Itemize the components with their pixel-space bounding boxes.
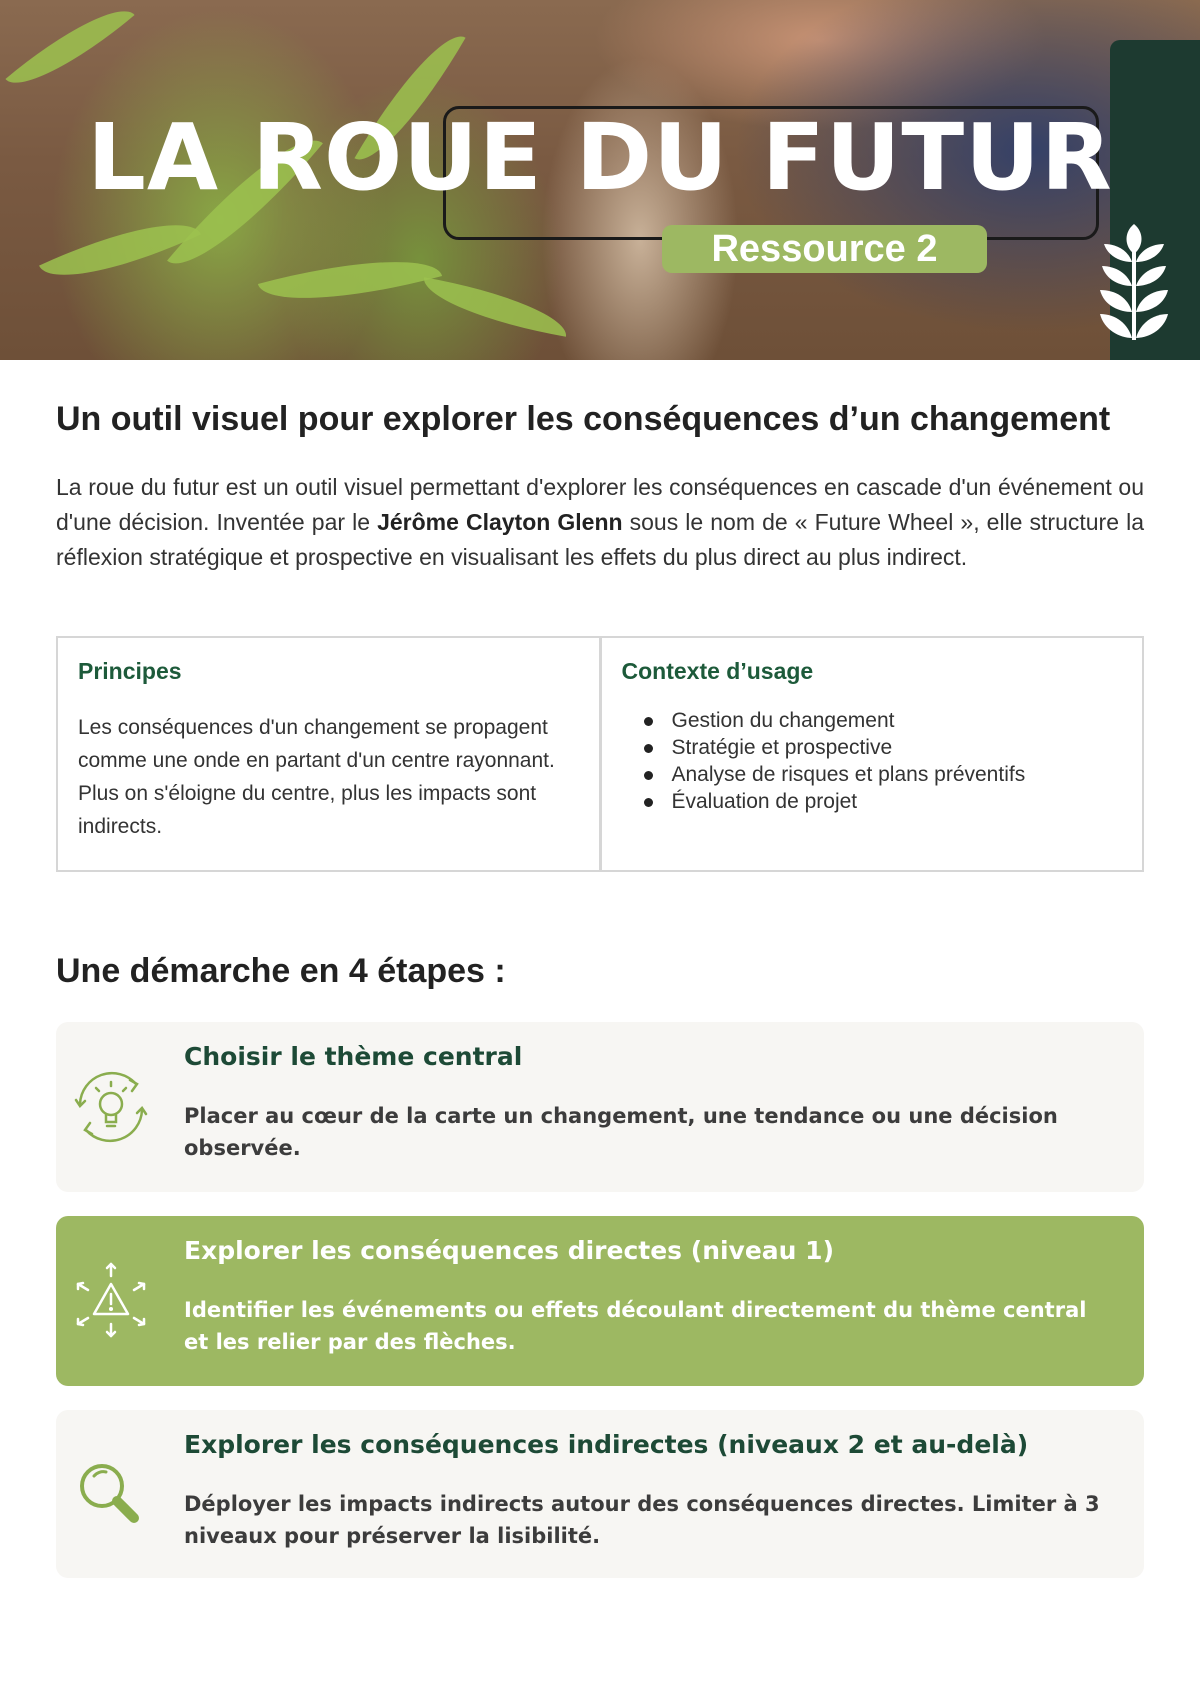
principes-text: Les conséquences d'un changement se propagent comme une onde en partant d'un centre rayonnant. Plus on s'éloigne du centre, plus les impacts sont indirects. [78, 716, 555, 838]
step-card-2 [56, 1216, 1144, 1386]
contexte-box [599, 638, 1143, 870]
wheat-icon [1098, 222, 1170, 342]
step-text: Déployer les impacts indirects autour des conséquences directes. Limiter à 3 niveaux pour préserver la lisibilité. [184, 1492, 1100, 1548]
warning-arrows-icon [66, 1256, 156, 1346]
step-card-1 [56, 1022, 1144, 1192]
step-title: Explorer les conséquences indirectes (niveaux 2 et au-delà) [184, 1430, 1029, 1459]
contexte-list [622, 707, 1123, 815]
steps-heading: Une démarche en 4 étapes : [56, 952, 506, 990]
list-item: Analyse de risques et plans préventifs [644, 761, 1123, 788]
hero-banner [0, 0, 1200, 360]
step-card-3 [56, 1410, 1144, 1578]
page-title: LA ROUE DU FUTUR [87, 104, 1113, 211]
intro-heading: Un outil visuel pour explorer les conséquences d’un changement [56, 400, 1111, 438]
corn-leaf [258, 237, 442, 322]
list-item: Gestion du changement [644, 707, 1123, 734]
corn-leaf [418, 277, 572, 337]
magnifier-icon [66, 1450, 156, 1540]
contexte-title: Contexte d’usage [621, 658, 814, 684]
step-text: Identifier les événements ou effets découlant directement du thème central et les relier par des flèches. [184, 1298, 1087, 1354]
step-text: Placer au cœur de la carte un changement, une tendance ou une décision observée. [184, 1104, 1058, 1160]
list-item: Évaluation de projet [644, 788, 1123, 815]
info-boxes [56, 636, 1144, 872]
resource-badge: Ressource 2 [662, 225, 987, 273]
step-title: Choisir le thème central [184, 1042, 523, 1071]
principes-box [58, 638, 599, 870]
step-title: Explorer les conséquences directes (niveau 1) [184, 1236, 834, 1265]
list-item: Stratégie et prospective [644, 734, 1123, 761]
lightbulb-cycle-icon [66, 1062, 156, 1152]
author-name: Jérôme Clayton Glenn [377, 509, 623, 535]
principes-title: Principes [78, 658, 182, 684]
corn-leaf [5, 0, 134, 105]
intro-paragraph: La roue du futur est un outil visuel permettant d'explorer les conséquences en cascade d'un événement ou d'une décision. Inventée par le Jérôme Clayton Glenn sous le nom de « Future Wheel », elle structure la réflexion stratégique et prospective en visualisant les effets du plus direct au plus indirect. [56, 474, 1144, 570]
